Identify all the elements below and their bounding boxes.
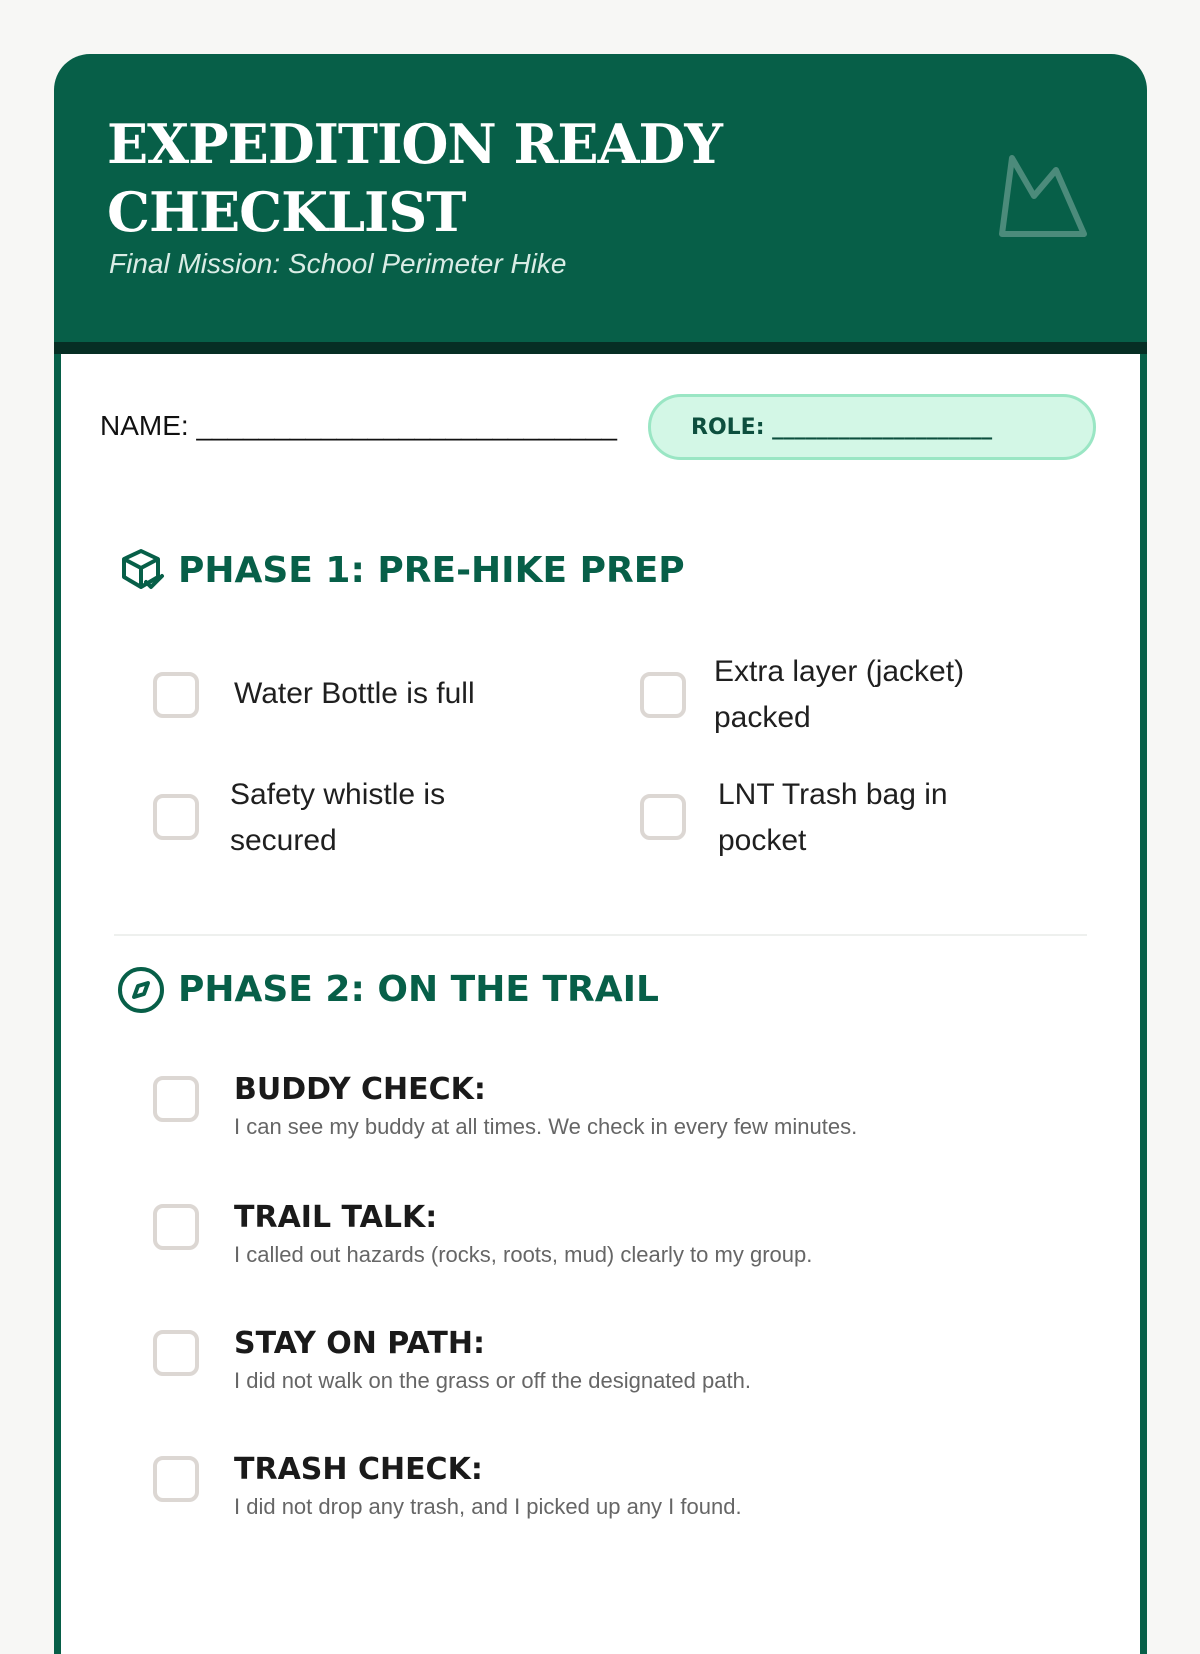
item-extra-layer: Extra layer (jacket) packed: [714, 655, 965, 734]
item-water-bottle: Water Bottle is full: [234, 677, 475, 710]
trail-item-title: TRASH CHECK:: [234, 1452, 483, 1487]
subtitle: Final Mission: School Perimeter Hike: [109, 248, 567, 279]
name-field[interactable]: NAME: ___________________________: [100, 410, 617, 441]
checkbox-trash-check[interactable]: [153, 1456, 199, 1502]
role-field[interactable]: [648, 394, 1096, 460]
item-safety-whistle: Safety whistle is secured: [230, 778, 446, 857]
checkbox-stay-on-path[interactable]: [153, 1330, 199, 1376]
checkbox-safety-whistle[interactable]: [153, 794, 199, 840]
phase2-title: PHASE 2: ON THE TRAIL: [178, 969, 659, 1010]
checkbox-buddy-check[interactable]: [153, 1076, 199, 1122]
package-check-icon: [116, 546, 166, 596]
header: [54, 54, 1147, 342]
checkbox-water-bottle[interactable]: [153, 672, 199, 718]
trail-item-desc: I can see my buddy at all times. We check in every few minutes.: [234, 1114, 858, 1139]
trail-item-title: TRAIL TALK:: [234, 1200, 438, 1235]
trail-item-desc: I called out hazards (rocks, roots, mud) clearly to my group.: [234, 1242, 813, 1267]
item-trash-bag: LNT Trash bag in pocket: [718, 778, 948, 857]
page-title: EXPEDITION READY CHECKLIST: [107, 112, 722, 244]
section-divider: [114, 934, 1087, 936]
right-border: [1140, 354, 1147, 1654]
phase1-title: PHASE 1: PRE-HIKE PREP: [178, 550, 685, 591]
header-divider: [54, 342, 1147, 354]
trail-item-title: STAY ON PATH:: [234, 1326, 486, 1361]
trail-item-desc: I did not drop any trash, and I picked up any I found.: [234, 1494, 742, 1519]
mountain-icon: [994, 152, 1090, 240]
checkbox-trail-talk[interactable]: [153, 1204, 199, 1250]
checkbox-extra-layer[interactable]: [640, 672, 686, 718]
checklist-card: [54, 54, 1147, 1654]
checkbox-trash-bag[interactable]: [640, 794, 686, 840]
left-border: [54, 354, 61, 1654]
trail-item-title: BUDDY CHECK:: [234, 1072, 486, 1107]
compass-icon: [116, 965, 166, 1015]
trail-item-desc: I did not walk on the grass or off the designated path.: [234, 1368, 751, 1393]
role-label: ROLE: ____________________: [691, 415, 993, 440]
